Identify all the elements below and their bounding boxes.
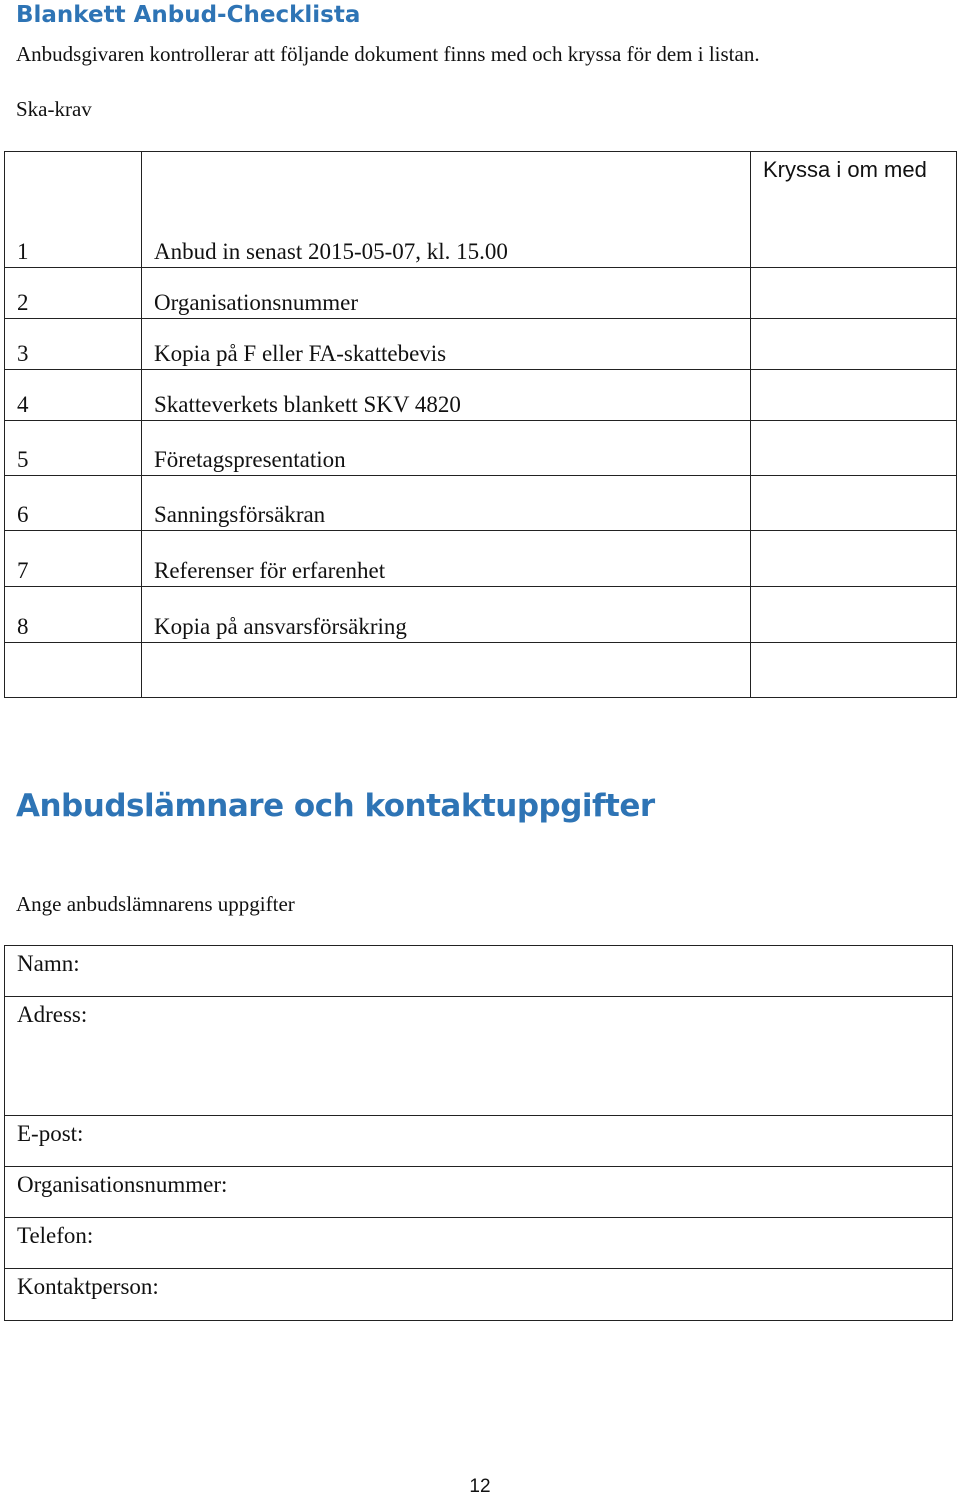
contact-section-heading: Anbudslämnare och kontaktuppgifter — [16, 788, 655, 824]
field-label: E-post: — [17, 1121, 84, 1146]
contact-row-contact-person — [5, 1269, 953, 1321]
field-label: Namn: — [17, 951, 80, 976]
row-item-text: Anbud in senast 2015-05-07, kl. 15.00 — [142, 152, 751, 268]
page-number: 12 — [469, 1476, 491, 1497]
row-number: 7 — [5, 531, 142, 587]
field-label: Telefon: — [17, 1223, 94, 1248]
contact-table — [4, 945, 953, 1321]
checklist-table — [4, 151, 957, 698]
row-item-text: Sanningsförsäkran — [142, 476, 751, 531]
row-number: 2 — [5, 268, 142, 319]
row-item-text: Företagspresentation — [142, 421, 751, 476]
checkbox-cell[interactable] — [751, 643, 957, 698]
contact-row-phone — [5, 1218, 953, 1269]
empty-number-cell — [5, 643, 142, 698]
contact-field-phone[interactable] — [5, 1218, 953, 1269]
checkbox-cell[interactable] — [751, 421, 957, 476]
empty-text-cell[interactable] — [142, 643, 751, 698]
table-row — [5, 319, 957, 370]
contact-row-name — [5, 946, 953, 997]
checkbox-cell[interactable] — [751, 268, 957, 319]
table-row — [5, 421, 957, 476]
table-row — [5, 152, 957, 268]
table-row — [5, 587, 957, 643]
checkbox-cell[interactable] — [751, 319, 957, 370]
row-number: 4 — [5, 370, 142, 421]
contact-row-orgnr — [5, 1167, 953, 1218]
checkbox-cell[interactable] — [751, 531, 957, 587]
field-label: Kontaktperson: — [17, 1274, 159, 1299]
checkbox-cell[interactable] — [751, 587, 957, 643]
checkbox-cell[interactable] — [751, 152, 957, 268]
checkbox-cell[interactable] — [751, 476, 957, 531]
section-label-ska-krav: Ska-krav — [16, 97, 92, 121]
row-item-text: Skatteverkets blankett SKV 4820 — [142, 370, 751, 421]
table-row — [5, 370, 957, 421]
contact-field-name[interactable] — [5, 946, 953, 997]
document-title: Blankett Anbud-Checklista — [16, 2, 361, 28]
row-number: 6 — [5, 476, 142, 531]
row-item-text: Kopia på ansvarsförsäkring — [142, 587, 751, 643]
contact-field-email[interactable] — [5, 1116, 953, 1167]
row-item-text: Organisationsnummer — [142, 268, 751, 319]
table-row — [5, 531, 957, 587]
contact-instruction: Ange anbudslämnarens uppgifter — [16, 892, 295, 916]
contact-row-email — [5, 1116, 953, 1167]
table-row — [5, 476, 957, 531]
row-number: 5 — [5, 421, 142, 476]
checkbox-cell[interactable] — [751, 370, 957, 421]
row-item-text: Kopia på F eller FA-skattebevis — [142, 319, 751, 370]
contact-field-address[interactable] — [5, 997, 953, 1116]
row-number: 8 — [5, 587, 142, 643]
intro-text: Anbudsgivaren kontrollerar att följande dokument finns med och kryssa för dem i listan. — [16, 42, 760, 66]
field-label: Organisationsnummer: — [17, 1172, 228, 1197]
table-row-empty — [5, 643, 957, 698]
table-row — [5, 268, 957, 319]
contact-field-org-number[interactable] — [5, 1167, 953, 1218]
row-number: 1 — [5, 152, 142, 268]
row-item-text: Referenser för erfarenhet — [142, 531, 751, 587]
row-number: 3 — [5, 319, 142, 370]
contact-field-contact-person[interactable] — [5, 1269, 953, 1321]
contact-row-address — [5, 997, 953, 1116]
field-label: Adress: — [17, 1002, 88, 1027]
mark-column-header: Kryssa i om med — [763, 157, 927, 182]
